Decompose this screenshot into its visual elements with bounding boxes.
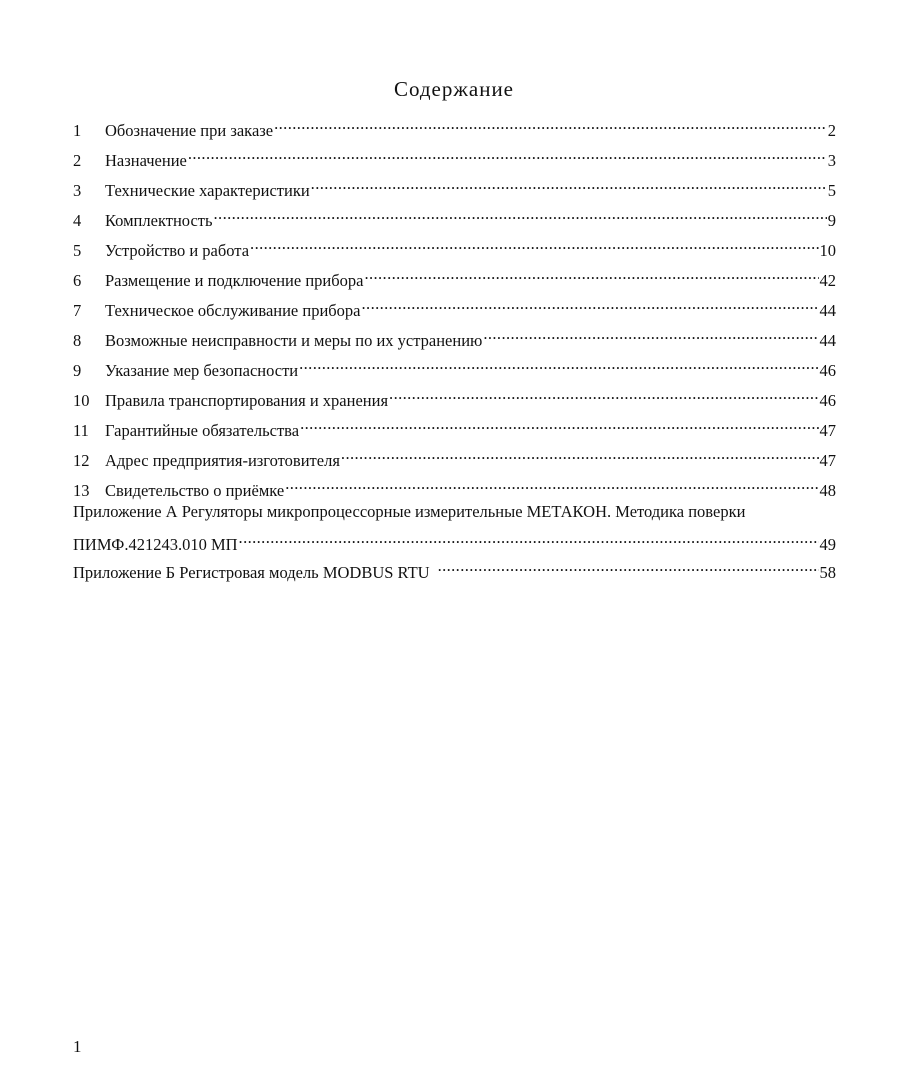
toc-entry-number: 11: [73, 421, 89, 440]
toc-entry-number: 8: [73, 331, 82, 350]
toc-dot-leader: [250, 230, 818, 256]
toc-entry-page: 5: [827, 181, 836, 200]
toc-entry-page: 3: [827, 151, 836, 170]
toc-entry-title: Адрес предприятия-изготовителя: [105, 451, 340, 470]
toc-entry-title: Гарантийные обязательства: [105, 421, 300, 440]
toc-entry-number: 5: [73, 241, 82, 260]
toc-entry[interactable]: [73, 410, 836, 440]
table-of-contents: [73, 110, 836, 582]
toc-entry-page: 47: [819, 451, 836, 470]
toc-dot-leader: [311, 170, 827, 196]
toc-entry-title: Указание мер безопасности: [105, 361, 299, 380]
toc-dot-leader: [214, 200, 827, 226]
toc-entry-number: 4: [73, 211, 82, 230]
toc-entry-number: 9: [73, 361, 82, 380]
toc-dot-leader: [438, 552, 819, 578]
toc-entry-number: 13: [73, 481, 90, 500]
toc-entry[interactable]: [73, 260, 836, 290]
toc-entry-title: Правила транспортирования и хранения: [105, 391, 389, 410]
toc-entry-title: Устройство и работа: [105, 241, 250, 260]
toc-dot-leader: [300, 410, 818, 436]
toc-entry-page: 49: [819, 535, 836, 554]
toc-entry-page: 42: [819, 271, 836, 290]
toc-entry[interactable]: [73, 380, 836, 410]
toc-dot-leader: [299, 350, 818, 376]
toc-dot-leader: [362, 290, 819, 316]
toc-dot-leader: [364, 260, 818, 286]
page-number: 1: [73, 1037, 82, 1056]
toc-entry-page: 46: [819, 391, 836, 410]
toc-entry-number: 1: [73, 121, 82, 140]
toc-entry-page: 9: [827, 211, 836, 230]
toc-entry-page: 48: [819, 481, 836, 500]
toc-dot-leader: [188, 140, 827, 166]
toc-entry-title: Технические характеристики: [105, 181, 310, 200]
appendix-b-title: Приложение Б Регистровая модель MODBUS RTU: [73, 563, 430, 582]
toc-entry-number: 2: [73, 151, 82, 170]
toc-entry[interactable]: [73, 320, 836, 350]
toc-entry-page: 47: [819, 421, 836, 440]
toc-entry-title: Обозначение при заказе: [105, 121, 274, 140]
toc-entry-number: 3: [73, 181, 82, 200]
toc-entry-appendix-a[interactable]: [73, 500, 836, 554]
toc-dot-leader: [285, 470, 818, 496]
toc-entry[interactable]: [73, 230, 836, 260]
toc-entry[interactable]: [73, 110, 836, 140]
toc-entry-title: Возможные неисправности и меры по их устранению: [105, 331, 483, 350]
toc-entry[interactable]: [73, 290, 836, 320]
toc-entry-title: Размещение и подключение прибора: [105, 271, 364, 290]
toc-entry-page: 44: [819, 301, 836, 320]
toc-dot-leader: [239, 524, 819, 550]
toc-entry-page: 2: [827, 121, 836, 140]
appendix-a-title-line2: ПИМФ.421243.010 МП: [73, 535, 238, 554]
toc-dot-leader: [274, 110, 827, 136]
toc-entry[interactable]: [73, 170, 836, 200]
appendix-a-title-line1: Приложение А Регуляторы микропроцессорные измерительные МЕТАКОН. Методика поверки: [73, 502, 746, 521]
toc-entry[interactable]: [73, 140, 836, 170]
toc-entry-number: 10: [73, 391, 90, 410]
toc-entry-number: 7: [73, 301, 82, 320]
toc-entry-page: 10: [819, 241, 836, 260]
toc-entry-title: Техническое обслуживание прибора: [105, 301, 361, 320]
toc-dot-leader: [483, 320, 818, 346]
toc-entry-title: Комплектность: [105, 211, 213, 230]
toc-dot-leader: [341, 440, 819, 466]
toc-entry-number: 6: [73, 271, 82, 290]
toc-entry-title: Назначение: [105, 151, 187, 170]
toc-entry[interactable]: [73, 470, 836, 500]
toc-entry-page: 46: [819, 361, 836, 380]
toc-title: Содержание: [393, 77, 515, 101]
toc-entry-number: 12: [73, 451, 90, 470]
toc-entry[interactable]: [73, 200, 836, 230]
toc-entry[interactable]: [73, 440, 836, 470]
toc-dot-leader: [389, 380, 818, 406]
toc-entry-page: 58: [819, 563, 836, 582]
toc-entry[interactable]: [73, 350, 836, 380]
toc-entry-page: 44: [819, 331, 836, 350]
toc-entry-title: Свидетельство о приёмке: [105, 481, 285, 500]
